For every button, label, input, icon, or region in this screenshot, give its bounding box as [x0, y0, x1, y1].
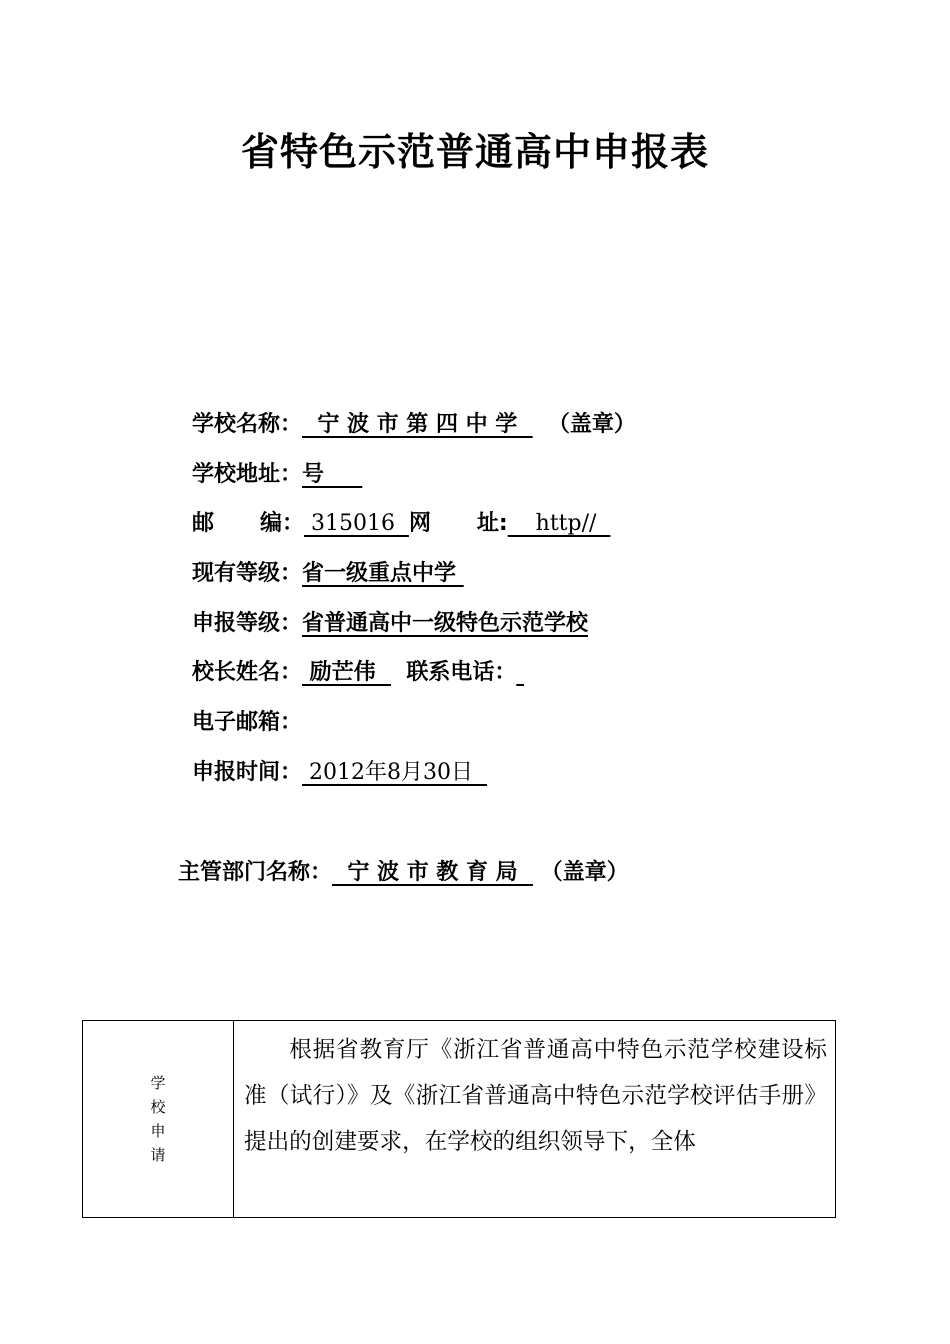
application-fields — [192, 400, 892, 798]
field-school-address — [192, 450, 892, 500]
school-address-label: 学校地址： — [192, 461, 303, 487]
phone-label: 联系电话： — [391, 660, 517, 686]
current-level-label: 现有等级： — [192, 561, 303, 587]
school-name-label: 学校名称： — [192, 412, 303, 437]
website-label: 网 址: — [408, 511, 508, 537]
apply-date-value: 2012年8月30日 — [302, 759, 487, 785]
label-char: 请 — [150, 1146, 166, 1164]
field-current-level — [192, 549, 892, 599]
school-address-value: 号 — [302, 461, 363, 487]
school-name-seal: （盖章） — [532, 412, 636, 437]
field-principal — [192, 648, 892, 698]
email-label: 电子邮箱： — [192, 710, 303, 736]
field-postcode — [192, 499, 892, 549]
department-label: 主管部门名称： — [178, 860, 333, 885]
department-value: 宁 波 市 教 育 局 — [332, 860, 533, 885]
label-char: 校 — [150, 1098, 166, 1116]
phone-value — [516, 660, 524, 685]
vertical-label — [150, 1071, 165, 1167]
apply-level-value: 省普通高中一级特色示范学校 — [302, 610, 589, 636]
website-value: http// — [507, 511, 611, 537]
label-char: 学 — [150, 1074, 166, 1092]
current-level-value: 省一级重点中学 — [302, 561, 464, 587]
field-department — [178, 848, 629, 898]
field-apply-level — [192, 599, 892, 649]
department-seal: （盖章） — [532, 860, 629, 885]
table-row-label — [83, 1021, 234, 1217]
apply-date-label: 申报时间： — [192, 759, 303, 785]
field-school-name — [192, 400, 892, 450]
postcode-value: 315016 — [303, 511, 409, 537]
postcode-label: 邮 编： — [192, 511, 304, 537]
principal-label: 校长姓名： — [192, 660, 303, 686]
document-title: 省特色示范普通高中申报表 — [240, 130, 709, 174]
field-apply-date — [192, 748, 892, 798]
field-email — [192, 698, 892, 748]
apply-level-label: 申报等级： — [192, 610, 303, 636]
table-content-text: 根据省教育厅《浙江省普通高中特色示范学校建设标准（试行）》及《浙江省普通高中特色示范学校评估手册》提出的创建要求，在学校的组织领导下，全体 — [244, 1037, 827, 1155]
label-char: 申 — [150, 1122, 166, 1140]
principal-value: 励芒伟 — [302, 660, 391, 686]
school-name-value: 宁 波 市 第 四 中 学 — [302, 412, 533, 437]
application-table — [82, 1020, 836, 1218]
